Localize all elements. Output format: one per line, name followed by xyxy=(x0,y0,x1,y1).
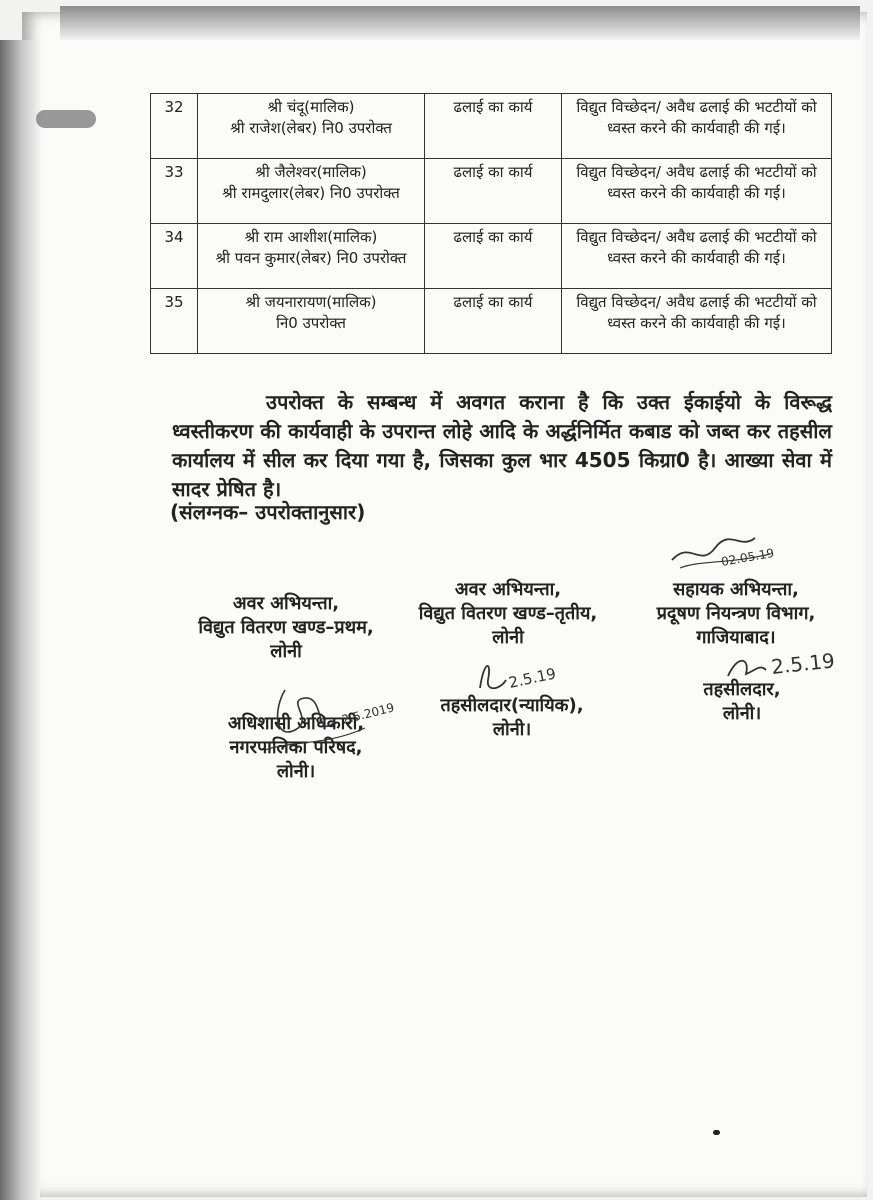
action-taken: विद्युत विच्छेदन/ अवैध ढलाई की भटटीयों को ध्वस्त करने की कार्यवाही की गई। xyxy=(562,224,832,289)
work-type: ढलाई का कार्य xyxy=(425,159,562,224)
handwritten-signature-tj xyxy=(470,650,580,700)
table-row xyxy=(151,289,832,354)
binder-clip xyxy=(36,110,96,128)
serial-number: 33 xyxy=(151,159,198,224)
serial-number: 32 xyxy=(151,94,198,159)
action-taken: विद्युत विच्छेदन/ अवैध ढलाई की भटटीयों को ध्वस्त करने की कार्यवाही की गई। xyxy=(562,159,832,224)
signatory-je-third xyxy=(408,578,608,650)
handwritten-signature-tehsildar xyxy=(720,640,860,690)
labour-name: श्री पवन कुमार(लेबर) नि0 उपरोक्त xyxy=(215,249,407,267)
action-taken: विद्युत विच्छेदन/ अवैध ढलाई की भटटीयों को ध्वस्त करने की कार्यवाही की गई। xyxy=(562,289,832,354)
labour-name: श्री राजेश(लेबर) नि0 उपरोक्त xyxy=(230,119,392,137)
names-cell xyxy=(198,159,425,224)
designation: अधिशासी अधिकारी, xyxy=(227,713,365,734)
department: विद्युत वितरण खण्ड–तृतीय, xyxy=(418,603,598,624)
signatory-je-first xyxy=(186,592,386,664)
designation: अवर अभियन्ता, xyxy=(232,593,340,614)
owner-name: श्री चंदू(मालिक) xyxy=(267,98,355,116)
work-type: ढलाई का कार्य xyxy=(425,289,562,354)
scan-shadow-top xyxy=(60,6,860,40)
works-table xyxy=(150,93,832,354)
work-type: ढलाई का कार्य xyxy=(425,94,562,159)
handwritten-signature-eo xyxy=(255,680,405,760)
department: नगरपालिका परिषद, xyxy=(229,737,363,758)
enclosure-note: (संलग्नक– उपरोक्तानुसार) xyxy=(170,500,366,524)
location: लोनी xyxy=(270,641,302,662)
handwritten-date: 2.5.19 xyxy=(507,664,558,692)
owner-name: श्री राम आशीश(मालिक) xyxy=(244,228,378,246)
location: लोनी xyxy=(492,627,524,648)
action-taken: विद्युत विच्छेदन/ अवैध ढलाई की भटटीयों को ध्वस्त करने की कार्यवाही की गई। xyxy=(562,94,832,159)
handwritten-signature-ae xyxy=(660,520,790,580)
location: लोनी। xyxy=(276,761,316,782)
table-row xyxy=(151,94,832,159)
table-row xyxy=(151,159,832,224)
designation: अवर अभियन्ता, xyxy=(454,579,562,600)
labour-name: श्री रामदुलार(लेबर) नि0 उपरोक्त xyxy=(222,184,400,202)
scan-shadow-left xyxy=(0,40,40,1200)
names-cell xyxy=(198,94,425,159)
department: विद्युत वितरण खण्ड–प्रथम, xyxy=(198,617,374,638)
designation: सहायक अभियन्ता, xyxy=(673,579,799,600)
serial-number: 35 xyxy=(151,289,198,354)
location: गाजियाबाद। xyxy=(696,627,776,648)
serial-number: 34 xyxy=(151,224,198,289)
designation: तहसीलदार, xyxy=(703,679,781,700)
owner-name: श्री जयनारायण(मालिक) xyxy=(245,293,377,311)
names-cell xyxy=(198,289,425,354)
handwritten-date: 2.5.19 xyxy=(770,648,836,679)
location: लोनी। xyxy=(722,703,762,724)
department: प्रदूषण नियन्त्रण विभाग, xyxy=(656,603,816,624)
labour-name: नि0 उपरोक्त xyxy=(276,314,346,332)
owner-name: श्री जैलेश्वर(मालिक) xyxy=(255,163,367,181)
report-paragraph: उपरोक्त के सम्बन्ध में अवगत कराना है कि उक्त ईकाईयो के विरूद्ध ध्वस्तीकरण की कार्यवाही के उपरान्त लोहे आदि के अर्द्धनिर्मित कबाड को जब्त कर तहसील कार्यालय में सील कर दिया गया है, जिसका कुल भार 4505 किग्रा0 है। आख्या सेवा में सादर प्रेषित है। xyxy=(172,390,832,501)
designation: तहसीलदार(न्यायिक), xyxy=(440,695,584,716)
handwritten-date: 2.5.2019 xyxy=(340,700,396,727)
location: लोनी। xyxy=(492,719,532,740)
table-row xyxy=(151,224,832,289)
work-type: ढलाई का कार्य xyxy=(425,224,562,289)
signatory-tehsildar-judicial xyxy=(412,694,612,742)
ink-speck xyxy=(713,1130,720,1135)
names-cell xyxy=(198,224,425,289)
handwritten-date: 02.05.19 xyxy=(720,545,776,569)
